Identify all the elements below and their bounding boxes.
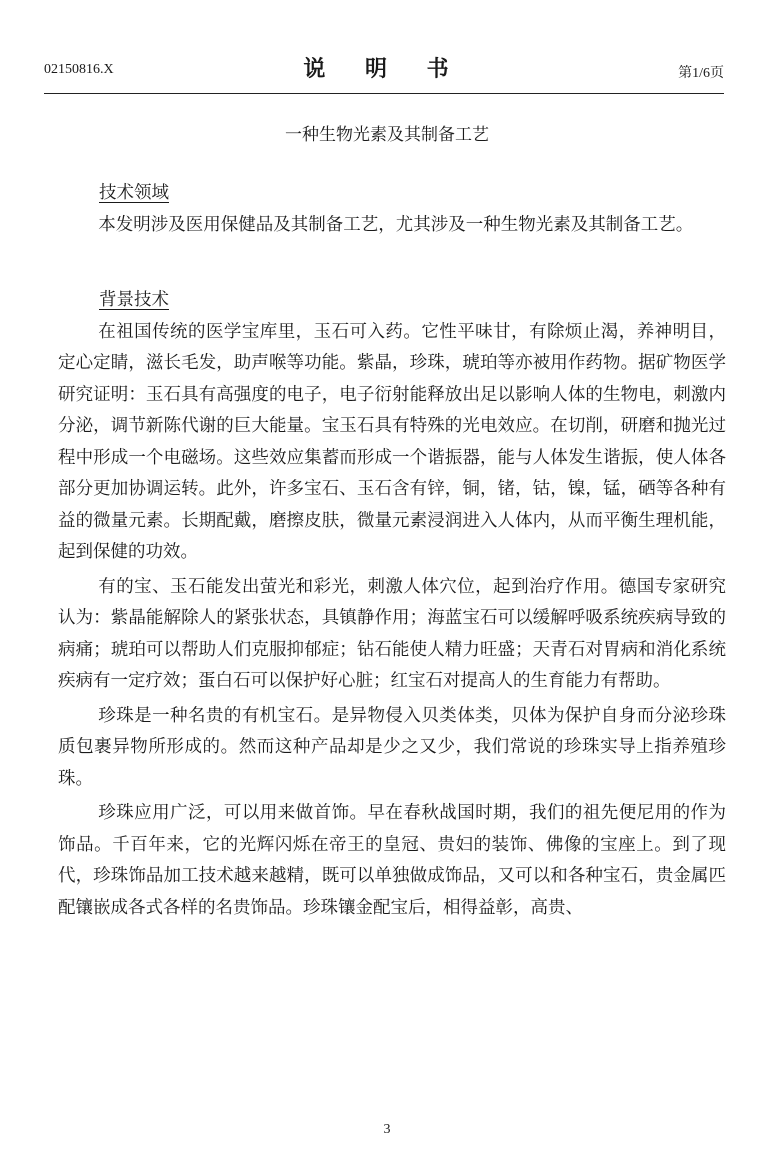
document-number: 02150816.X	[44, 62, 114, 77]
section-heading-background: 背景技术	[99, 290, 169, 310]
page-header	[44, 52, 724, 92]
paragraph-background-2: 有的宝、玉石能发出萤光和彩光，刺激人体穴位，起到治疗作用。德国专家研究认为：紫晶能解除人的紧张状态，具镇静作用；海蓝宝石可以缓解呼吸系统疾病导致的病痛；琥珀可以帮助人们克服抑郁症；钻石能使人精力旺盛；天青石对胃病和消化系统疾病有一定疗效；蛋白石可以保护好心脏；红宝石对提高人的生育能力有帮助。	[58, 576, 726, 691]
section-heading-technical-field: 技术领域	[99, 183, 169, 203]
paragraph-background-1: 在祖国传统的医学宝库里，玉石可入药。它性平味甘，有除烦止渴，养神明目， 定心定睛，滋长毛发，助声喉等功能。紫晶，珍珠，琥珀等亦被用作药物。据矿物医学研究证明：玉石具有高强度的电子，电子衍射能释放出足以影响人体的生物电，刺激内分泌，调节新陈代谢的巨大能量。宝玉石具有特殊的光电效应。在切削，研磨和抛光过程中形成一个电磁场。这些效应集蓄而形成一个谐振器，能与人体发生谐振，使人体各部分更加协调运转。此外，许多宝石、玉石含有锌，铜，锗，钴，镍，锰，硒等各种有益的微量元素。长期配戴，磨擦皮肤，微量元素浸润进入人体内，从而平衡生理机能，起到保健的功效。	[58, 321, 726, 562]
document-body	[58, 178, 726, 924]
paragraph-background-3: 珍珠是一种名贵的有机宝石。是异物侵入贝类体类，贝体为保护自身而分泌珍珠质包裹异物所形成的。然而这种产品却是少之又少，我们常说的珍珠实导上指养殖珍珠。	[58, 705, 726, 789]
page-of-indicator: 第1/6页	[678, 66, 724, 81]
paragraph-technical-field: 本发明涉及医用保健品及其制备工艺，尤其涉及一种生物光素及其制备工艺。	[98, 214, 694, 235]
header-rule	[44, 93, 724, 94]
document-type-title: 说 明 书	[303, 56, 465, 82]
invention-title: 一种生物光素及其制备工艺	[285, 125, 489, 145]
paragraph-background-4: 珍珠应用广泛，可以用来做首饰。早在春秋战国时期，我们的祖先便尼用的作为饰品。千百年来，它的光辉闪烁在帝王的皇冠、贵妇的装饰、佛像的宝座上。到了现代，珍珠饰品加工技术越来越精，既可以单独做成饰品，又可以和各种宝石，贵金属匹配镶嵌成各式各样的名贵饰品。珍珠镶金配宝后，相得益彰，高贵、	[58, 803, 726, 918]
page-number: 3	[383, 1122, 391, 1137]
